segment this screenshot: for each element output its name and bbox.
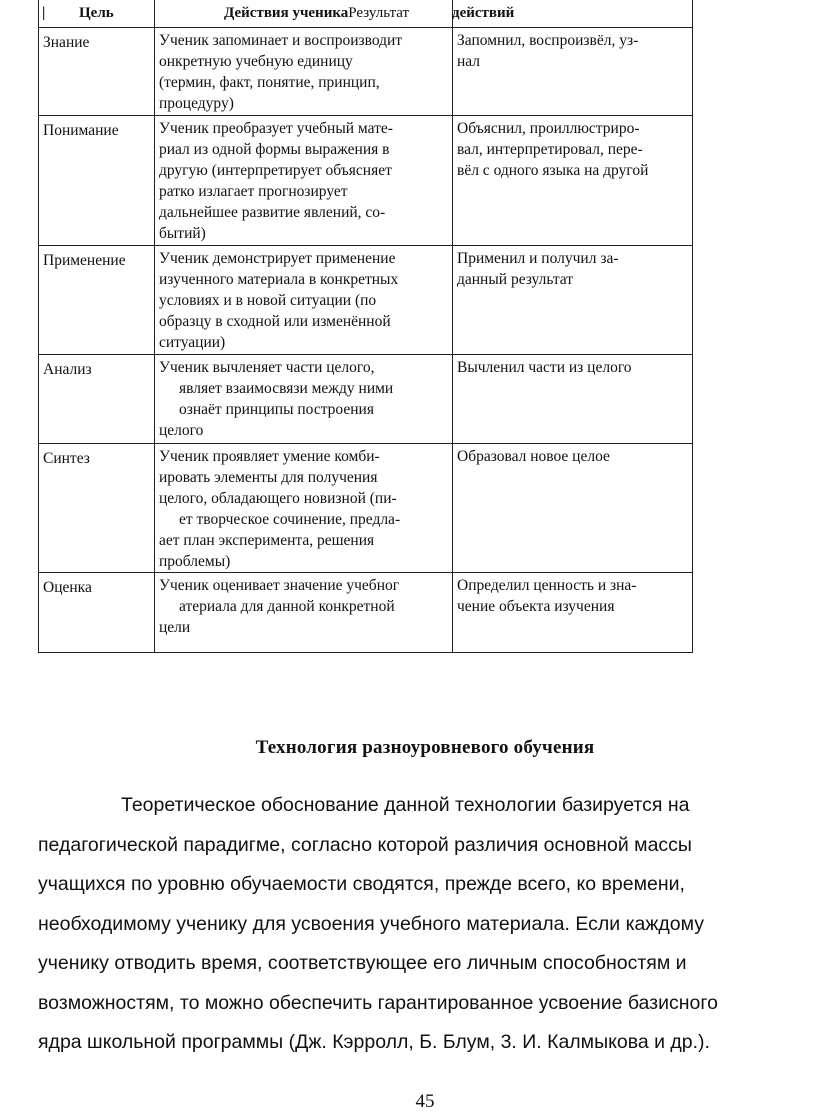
actions-line: Ученик проявляет умение комби- [159,448,380,465]
result-line: вал, интерпретировал, пере- [457,141,643,158]
result-cell [457,357,632,378]
paragraph-line: Теоретическое обоснование данной технологии базируется на [121,794,690,816]
actions-line: условиях и в новой ситуации (по [159,292,377,309]
paragraph-line: возможностям, то можно обеспечить гарантированное усвоение базисного [38,991,718,1014]
result-line: Объяснил, проиллюстриро- [457,120,640,137]
actions-line: целого [159,422,204,439]
actions-cell [159,446,400,572]
actions-line: бытий) [159,225,206,242]
result-line: Применил и получил за- [457,250,619,267]
actions-line: ает план эксперимента, решения [159,532,375,549]
actions-line: проблемы) [159,553,231,570]
actions-line: ознаёт принципы построения [179,401,374,418]
actions-line: изученного материала в конкретных [159,271,399,288]
actions-line: дальнейшее развитие явлений, со- [159,204,386,221]
actions-line: другую (интерпретирует объясняет [159,162,392,179]
actions-line: процедуру) [159,95,234,112]
actions-line: Ученик преобразует учебный мате- [159,120,393,137]
header-result-actions: действий [452,5,515,21]
header-goal: Цель [79,5,114,21]
row-divider [39,572,692,573]
section-title: Технология разноуровневого обучения [255,737,595,758]
actions-cell [159,357,393,441]
actions-line: Ученик демонстрирует применение [159,250,396,267]
goal-cell: Оценка [43,579,92,596]
result-cell [457,248,619,290]
goal-cell: Синтез [43,450,90,467]
actions-line: образцу в сходной или изменённой [159,313,391,330]
result-line: Образовал новое целое [457,448,610,465]
page-number: 45 [415,1091,435,1112]
header-actions [224,4,409,22]
column-divider [154,0,155,652]
actions-cell [159,248,398,353]
column-divider [452,0,453,652]
actions-line: являет взаимосвязи между ними [179,380,394,397]
actions-line: Ученик вычленяет части целого, [159,359,375,376]
header-result: Результат [348,5,410,21]
actions-line: ировать элементы для получения [159,469,378,486]
paragraph-line: учащихся по уровню обучаемости сводятся, прежде всего, ко времени, [38,873,685,895]
row-divider [39,27,692,28]
paragraph-line: педагогической парадигме, согласно которой различия основной массы [38,833,692,856]
taxonomy-table [38,0,693,653]
actions-line: ет творческое сочинение, предла- [179,511,401,528]
paragraph-line: ядра школьной программы (Дж. Кэрролл, Б. Блум, 3. И. Калмыкова и др.). [38,1031,710,1053]
goal-cell: Анализ [43,361,92,378]
row-divider [39,354,692,355]
actions-line: цели [159,619,191,636]
result-line: Вычленил части из целого [457,359,632,376]
result-line: Определил ценность и зна- [457,577,637,594]
header-actions-bold: Действия ученика [224,5,349,21]
header-marker: | [42,5,46,21]
row-divider [39,443,692,444]
result-cell [457,118,648,181]
result-cell [457,30,638,72]
actions-cell [159,30,402,114]
goal-cell: Понимание [43,122,119,139]
actions-line: Ученик запоминает и воспроизводит [159,32,403,49]
result-line: данный результат [457,271,574,288]
goal-cell: Знание [43,34,90,51]
row-divider [39,245,692,246]
actions-line: онкретную учебную единицу [159,53,353,70]
actions-line: ратко излагает прогнозирует [159,183,348,200]
actions-line: Ученик оценивает значение учебног [159,577,400,594]
actions-line: атериала для данной конкретной [179,598,395,615]
paragraph-line: необходимому ученику для усвоения учебного материала. Если каждому [38,912,705,935]
actions-line: целого, обладающего новизной (пи- [159,490,397,507]
result-cell [457,575,636,617]
actions-cell [159,118,393,244]
result-line: вёл с одного языка на другой [457,162,649,179]
actions-cell [159,575,399,638]
actions-line: риал из одной формы выражения в [159,141,390,158]
result-line: Запомнил, воспроизвёл, уз- [457,32,639,49]
actions-line: (термин, факт, понятие, принцип, [159,74,380,91]
result-line: нал [457,53,481,70]
row-divider [39,115,692,116]
actions-line: ситуации) [159,334,226,351]
result-line: чение объекта изучения [457,598,615,615]
paragraph-line: ученику отводить время, соответствующее его личным способностям и [38,952,687,974]
body-paragraph [38,786,798,1063]
goal-cell: Применение [43,252,126,269]
result-cell [457,446,610,467]
